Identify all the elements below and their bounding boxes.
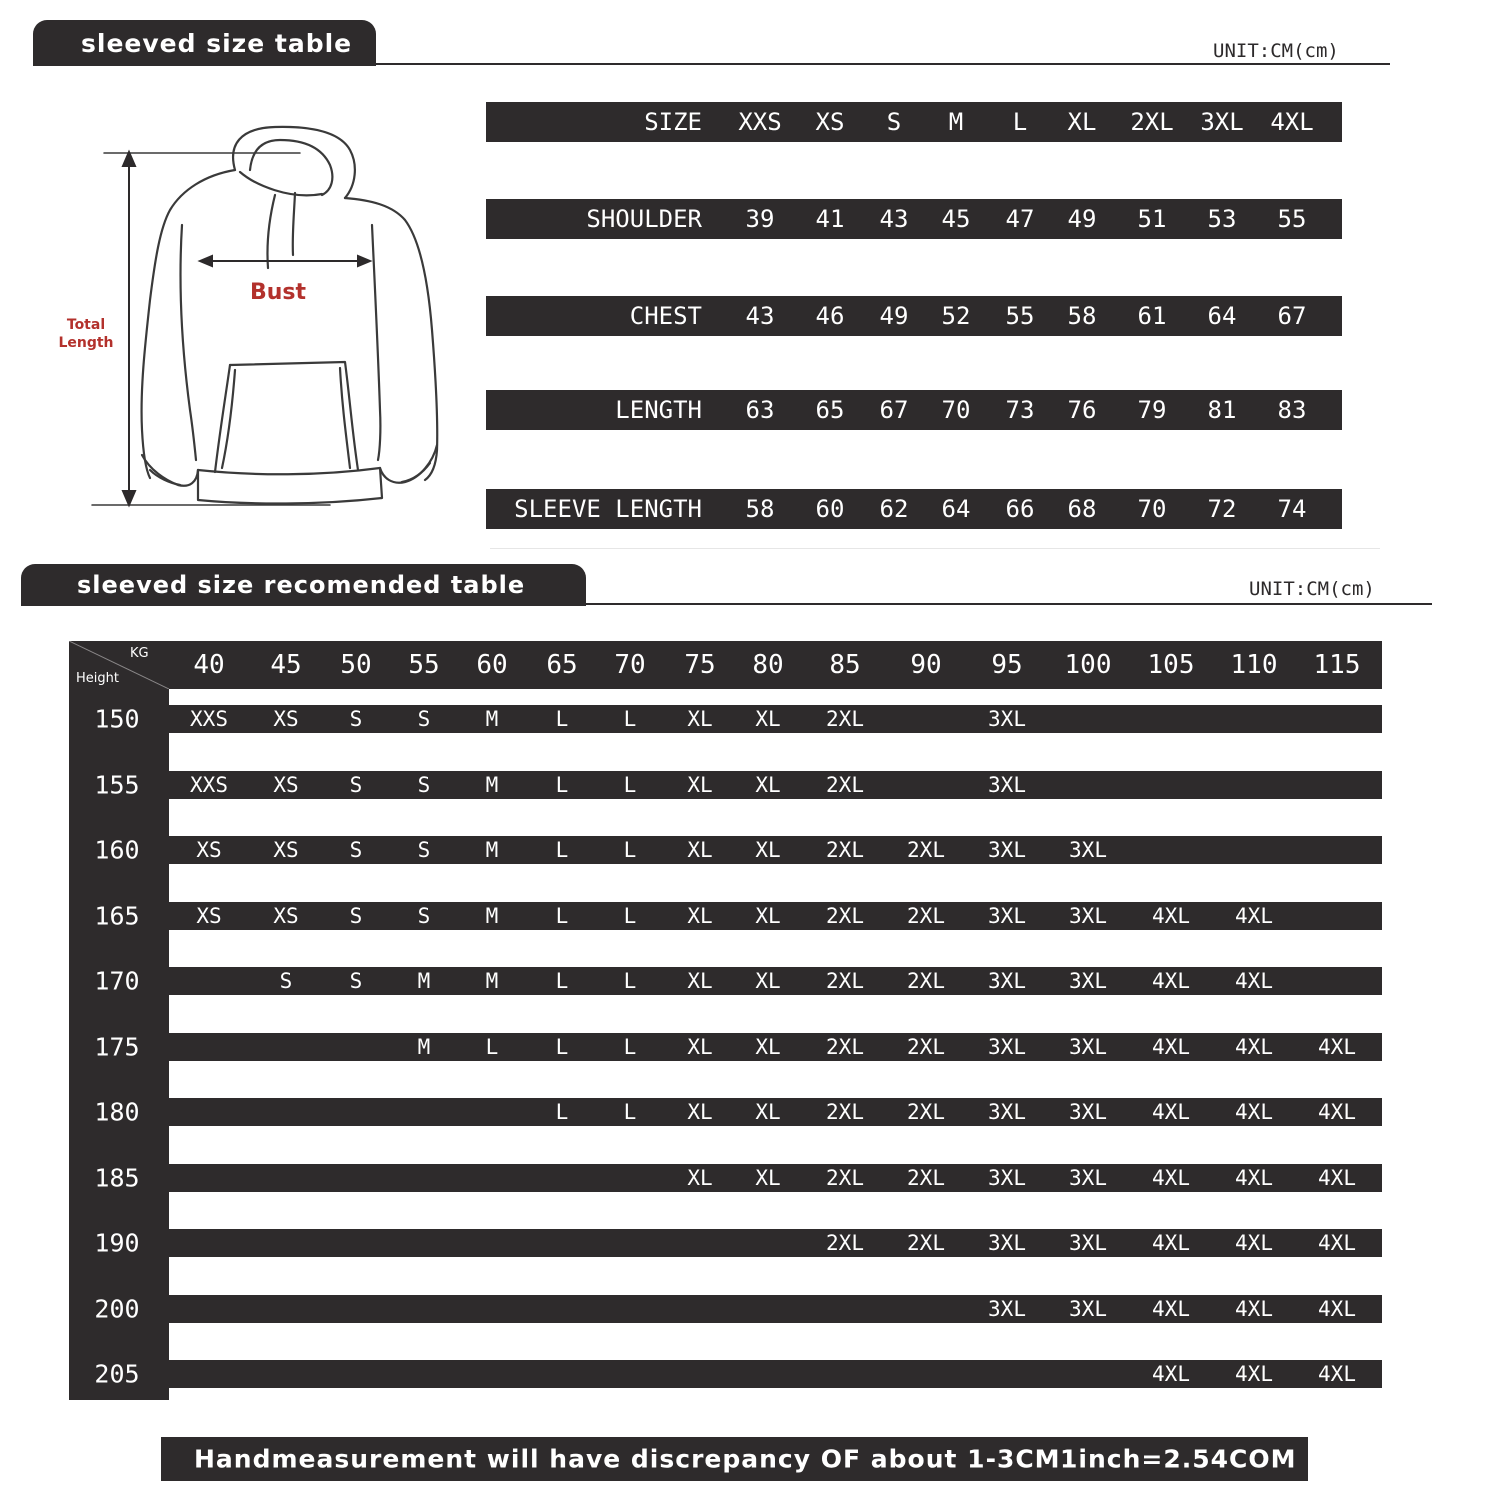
size-cell: 79 (1137, 396, 1167, 424)
recommended-size-cell: XXS (190, 707, 228, 731)
recommended-size-cell: 4XL (1318, 1297, 1356, 1321)
recommended-size-cell: M (485, 969, 499, 993)
recommended-size-cell: M (485, 707, 499, 731)
size-cell: 62 (879, 495, 909, 523)
recommended-size-cell: XL (687, 1166, 713, 1190)
recommended-size-cell: XL (755, 773, 781, 797)
size-cell: 70 (941, 396, 971, 424)
recommended-size-cell: XS (273, 773, 299, 797)
recommended-size-cell: XS (273, 838, 299, 862)
recommended-size-cell: 4XL (1235, 1362, 1273, 1386)
recommended-size-cell: 2XL (826, 838, 864, 862)
recommended-size-cell: XS (196, 838, 222, 862)
recommended-size-cell: 4XL (1235, 1231, 1273, 1255)
recommended-table-title: sleeved size recomended table (77, 571, 526, 599)
recommended-size-cell: S (349, 969, 363, 993)
size-row-label: SHOULDER (586, 205, 702, 233)
height-label: 170 (94, 966, 140, 996)
corner-height-label: Height (76, 671, 119, 686)
weight-header-cell: 40 (193, 650, 225, 680)
size-cell: 67 (1277, 302, 1307, 330)
recommended-size-cell: M (485, 904, 499, 928)
recommended-size-cell: L (623, 1100, 637, 1124)
recommended-size-cell: L (623, 707, 637, 731)
weight-header-cell: 115 (1313, 650, 1361, 680)
recommended-table-row (69, 1229, 1382, 1257)
size-cell: 58 (745, 495, 775, 523)
recommended-size-cell: XL (755, 904, 781, 928)
size-cell: 58 (1067, 302, 1097, 330)
recommended-size-cell: 4XL (1152, 1362, 1190, 1386)
size-cell: 52 (941, 302, 971, 330)
recommended-size-cell: 2XL (826, 1035, 864, 1059)
recommended-size-cell: 2XL (826, 773, 864, 797)
recommended-size-cell: XXS (190, 773, 228, 797)
recommended-table-row (69, 967, 1382, 995)
size-cell: 63 (745, 396, 775, 424)
size-cell: 43 (745, 302, 775, 330)
size-table-unit: UNIT:CM(cm) (1213, 40, 1339, 62)
recommended-size-cell: 4XL (1318, 1100, 1356, 1124)
recommended-size-cell: M (485, 773, 499, 797)
recommended-size-cell: 4XL (1235, 969, 1273, 993)
recommended-size-cell: 4XL (1318, 1166, 1356, 1190)
recommended-size-cell: XL (687, 773, 713, 797)
size-cell: 39 (745, 205, 775, 233)
recommended-table-row (69, 836, 1382, 864)
recommended-size-cell: 2XL (907, 838, 945, 862)
recommended-size-cell: XS (273, 707, 299, 731)
recommended-size-cell: 2XL (907, 904, 945, 928)
recommended-size-cell: XL (687, 969, 713, 993)
hoodie-diagram (60, 120, 460, 520)
recommended-size-cell: 2XL (826, 1231, 864, 1255)
size-table-row (486, 296, 1342, 336)
recommended-size-cell: 4XL (1152, 904, 1190, 928)
recommended-table-row (69, 771, 1382, 799)
recommended-size-cell: L (485, 1035, 499, 1059)
recommended-size-cell: 3XL (988, 1231, 1026, 1255)
recommended-size-cell: L (555, 904, 569, 928)
size-cell: 49 (879, 302, 909, 330)
footer-inch-conversion: 1inch=2.54COM (1060, 1444, 1297, 1474)
recommended-size-cell: L (623, 969, 637, 993)
footer-discrepancy-note: Handmeasurement will have discrepancy OF about 1-3CM (194, 1444, 1061, 1474)
size-table-title-tab (33, 20, 376, 66)
recommended-size-cell: 4XL (1152, 1035, 1190, 1059)
recommended-table-row (69, 1033, 1382, 1061)
recommended-size-cell: XS (273, 904, 299, 928)
recommended-size-cell: L (555, 969, 569, 993)
height-label: 185 (94, 1163, 140, 1193)
recommended-size-cell: L (555, 838, 569, 862)
recommended-size-cell: S (349, 707, 363, 731)
total-length-label (55, 316, 117, 352)
height-label: 200 (94, 1294, 140, 1324)
size-cell: XXS (738, 108, 782, 136)
size-cell: 64 (1207, 302, 1237, 330)
recommended-size-cell: 3XL (1069, 1100, 1107, 1124)
size-cell: M (948, 108, 964, 136)
size-table-row (486, 489, 1342, 529)
bust-label: Bust (249, 280, 307, 305)
recommended-size-cell: XL (755, 707, 781, 731)
size-table-title: sleeved size table (81, 28, 353, 58)
size-cell: 53 (1207, 205, 1237, 233)
footer-note-bar (161, 1437, 1308, 1481)
recommended-size-cell: 3XL (988, 838, 1026, 862)
recommended-size-cell: 3XL (988, 773, 1026, 797)
weight-header-cell: 65 (546, 650, 578, 680)
size-cell: 2XL (1130, 108, 1174, 136)
recommended-size-cell: 3XL (988, 707, 1026, 731)
size-table-row (486, 199, 1342, 239)
size-row-label: SLEEVE LENGTH (514, 495, 702, 523)
size-cell: 3XL (1200, 108, 1244, 136)
recommended-size-cell: 3XL (1069, 969, 1107, 993)
recommended-size-cell: L (623, 1035, 637, 1059)
weight-header-cell: 95 (991, 650, 1023, 680)
recommended-size-cell: 4XL (1235, 1035, 1273, 1059)
recommended-table-row (69, 705, 1382, 733)
recommended-size-cell: 4XL (1235, 1166, 1273, 1190)
recommended-table-row (69, 1295, 1382, 1323)
size-cell: 81 (1207, 396, 1237, 424)
recommended-size-cell: XL (687, 838, 713, 862)
size-table-bottom-rule (490, 548, 1380, 549)
height-column-band (69, 641, 169, 1400)
recommended-size-cell: 3XL (1069, 1231, 1107, 1255)
total-length-line1: Total (66, 317, 106, 333)
recommended-size-cell: 4XL (1318, 1362, 1356, 1386)
height-label: 175 (94, 1032, 140, 1062)
size-cell: 60 (815, 495, 845, 523)
size-row-label: LENGTH (615, 396, 702, 424)
size-cell: 47 (1005, 205, 1035, 233)
recommended-size-cell: XL (687, 707, 713, 731)
recommended-size-cell: 3XL (1069, 1297, 1107, 1321)
recommended-size-cell: 4XL (1235, 1297, 1273, 1321)
size-cell: XS (815, 108, 845, 136)
recommended-size-cell: S (417, 904, 431, 928)
size-cell: 43 (879, 205, 909, 233)
recommended-size-cell: XL (755, 1166, 781, 1190)
recommended-size-cell: 2XL (826, 707, 864, 731)
size-cell: L (1012, 108, 1028, 136)
recommended-size-cell: XL (755, 1035, 781, 1059)
weight-header-cell: 55 (408, 650, 440, 680)
weight-header-cell: 85 (829, 650, 861, 680)
recommended-size-cell: L (623, 904, 637, 928)
weight-header-cell: 45 (270, 650, 302, 680)
recommended-size-cell: 2XL (907, 1166, 945, 1190)
height-label: 180 (94, 1097, 140, 1127)
recommended-size-cell: 4XL (1318, 1035, 1356, 1059)
recommended-size-cell: L (555, 1035, 569, 1059)
size-cell: 45 (941, 205, 971, 233)
size-cell: 41 (815, 205, 845, 233)
size-table-row (486, 390, 1342, 430)
weight-header-cell: 100 (1064, 650, 1112, 680)
corner-kg-label: KG (130, 646, 149, 661)
recommended-size-cell: M (485, 838, 499, 862)
height-label: 155 (94, 770, 140, 800)
size-cell: 70 (1137, 495, 1167, 523)
size-cell: 73 (1005, 396, 1035, 424)
recommended-size-cell: 4XL (1152, 1297, 1190, 1321)
recommended-size-cell: XL (687, 1035, 713, 1059)
size-cell: 51 (1137, 205, 1167, 233)
recommended-size-cell: 2XL (826, 969, 864, 993)
recommended-size-cell: S (417, 773, 431, 797)
recommended-size-cell: L (555, 773, 569, 797)
recommended-size-cell: 3XL (1069, 1166, 1107, 1190)
size-cell: 55 (1277, 205, 1307, 233)
recommended-size-cell: S (279, 969, 293, 993)
recommended-table-row (69, 902, 1382, 930)
weight-header-row (69, 641, 1382, 689)
recommended-size-cell: XL (755, 969, 781, 993)
weight-header-cell: 90 (910, 650, 942, 680)
size-cell: 83 (1277, 396, 1307, 424)
recommended-size-cell: 4XL (1152, 1100, 1190, 1124)
height-label: 160 (94, 835, 140, 865)
recommended-table-row (69, 1360, 1382, 1388)
weight-header-cell: 75 (684, 650, 716, 680)
recommended-size-cell: L (555, 707, 569, 731)
recommended-size-cell: 4XL (1152, 1166, 1190, 1190)
height-label: 190 (94, 1228, 140, 1258)
recommended-size-cell: 2XL (826, 1166, 864, 1190)
height-label: 165 (94, 901, 140, 931)
recommended-size-cell: 4XL (1235, 1100, 1273, 1124)
recommended-size-cell: XL (687, 1100, 713, 1124)
size-table-rule (33, 63, 1390, 65)
recommended-size-cell: 2XL (907, 1035, 945, 1059)
size-cell: 49 (1067, 205, 1097, 233)
recommended-size-cell: XS (196, 904, 222, 928)
recommended-size-cell: S (349, 773, 363, 797)
recommended-size-cell: 3XL (988, 969, 1026, 993)
recommended-size-cell: XL (687, 904, 713, 928)
recommended-size-cell: L (623, 838, 637, 862)
recommended-size-cell: 3XL (988, 1035, 1026, 1059)
weight-header-cell: 50 (340, 650, 372, 680)
weight-header-cell: 105 (1147, 650, 1195, 680)
recommended-size-cell: XL (755, 1100, 781, 1124)
hoodie-outline-icon (60, 120, 460, 520)
recommended-size-cell: 2XL (826, 1100, 864, 1124)
size-table-row (486, 102, 1342, 142)
recommended-table-row (69, 1164, 1382, 1192)
recommended-size-cell: 4XL (1318, 1231, 1356, 1255)
total-length-line2: Length (58, 335, 114, 351)
recommended-size-cell: 2XL (907, 1100, 945, 1124)
size-cell: 76 (1067, 396, 1097, 424)
recommended-size-cell: L (555, 1100, 569, 1124)
recommended-size-cell: 2XL (907, 969, 945, 993)
recommended-size-cell: 4XL (1152, 969, 1190, 993)
recommended-size-cell: M (417, 1035, 431, 1059)
size-cell: S (886, 108, 902, 136)
recommended-size-cell: 4XL (1235, 904, 1273, 928)
weight-header-cell: 80 (752, 650, 784, 680)
recommended-table-title-tab (21, 564, 586, 606)
weight-header-cell: 60 (476, 650, 508, 680)
recommended-size-cell: 3XL (988, 1100, 1026, 1124)
size-cell: 66 (1005, 495, 1035, 523)
recommended-size-cell: M (417, 969, 431, 993)
recommended-size-cell: 3XL (1069, 838, 1107, 862)
recommended-table-unit: UNIT:CM(cm) (1249, 578, 1375, 600)
height-label: 205 (94, 1359, 140, 1389)
recommended-size-cell: S (417, 838, 431, 862)
recommended-size-cell: 2XL (907, 1231, 945, 1255)
size-row-label: CHEST (629, 302, 702, 330)
recommended-size-cell: S (349, 838, 363, 862)
recommended-table-rule (21, 603, 1432, 605)
height-label: 150 (94, 704, 140, 734)
size-cell: 55 (1005, 302, 1035, 330)
size-row-label: SIZE (644, 108, 702, 136)
size-cell: 64 (941, 495, 971, 523)
size-cell: XL (1067, 108, 1097, 136)
size-cell: 61 (1137, 302, 1167, 330)
size-cell: 74 (1277, 495, 1307, 523)
size-cell: 68 (1067, 495, 1097, 523)
recommended-size-cell: S (417, 707, 431, 731)
recommended-size-cell: 3XL (1069, 904, 1107, 928)
recommended-size-cell: 3XL (1069, 1035, 1107, 1059)
recommended-size-cell: S (349, 904, 363, 928)
size-cell: 65 (815, 396, 845, 424)
size-cell: 72 (1207, 495, 1237, 523)
size-cell: 46 (815, 302, 845, 330)
recommended-size-cell: 3XL (988, 1297, 1026, 1321)
recommended-size-cell: 4XL (1152, 1231, 1190, 1255)
recommended-size-cell: L (623, 773, 637, 797)
recommended-size-cell: 3XL (988, 1166, 1026, 1190)
weight-header-cell: 70 (614, 650, 646, 680)
size-cell: 67 (879, 396, 909, 424)
recommended-size-cell: 3XL (988, 904, 1026, 928)
recommended-table-row (69, 1098, 1382, 1126)
weight-header-cell: 110 (1230, 650, 1278, 680)
size-cell: 4XL (1270, 108, 1314, 136)
recommended-size-cell: 2XL (826, 904, 864, 928)
recommended-size-cell: XL (755, 838, 781, 862)
